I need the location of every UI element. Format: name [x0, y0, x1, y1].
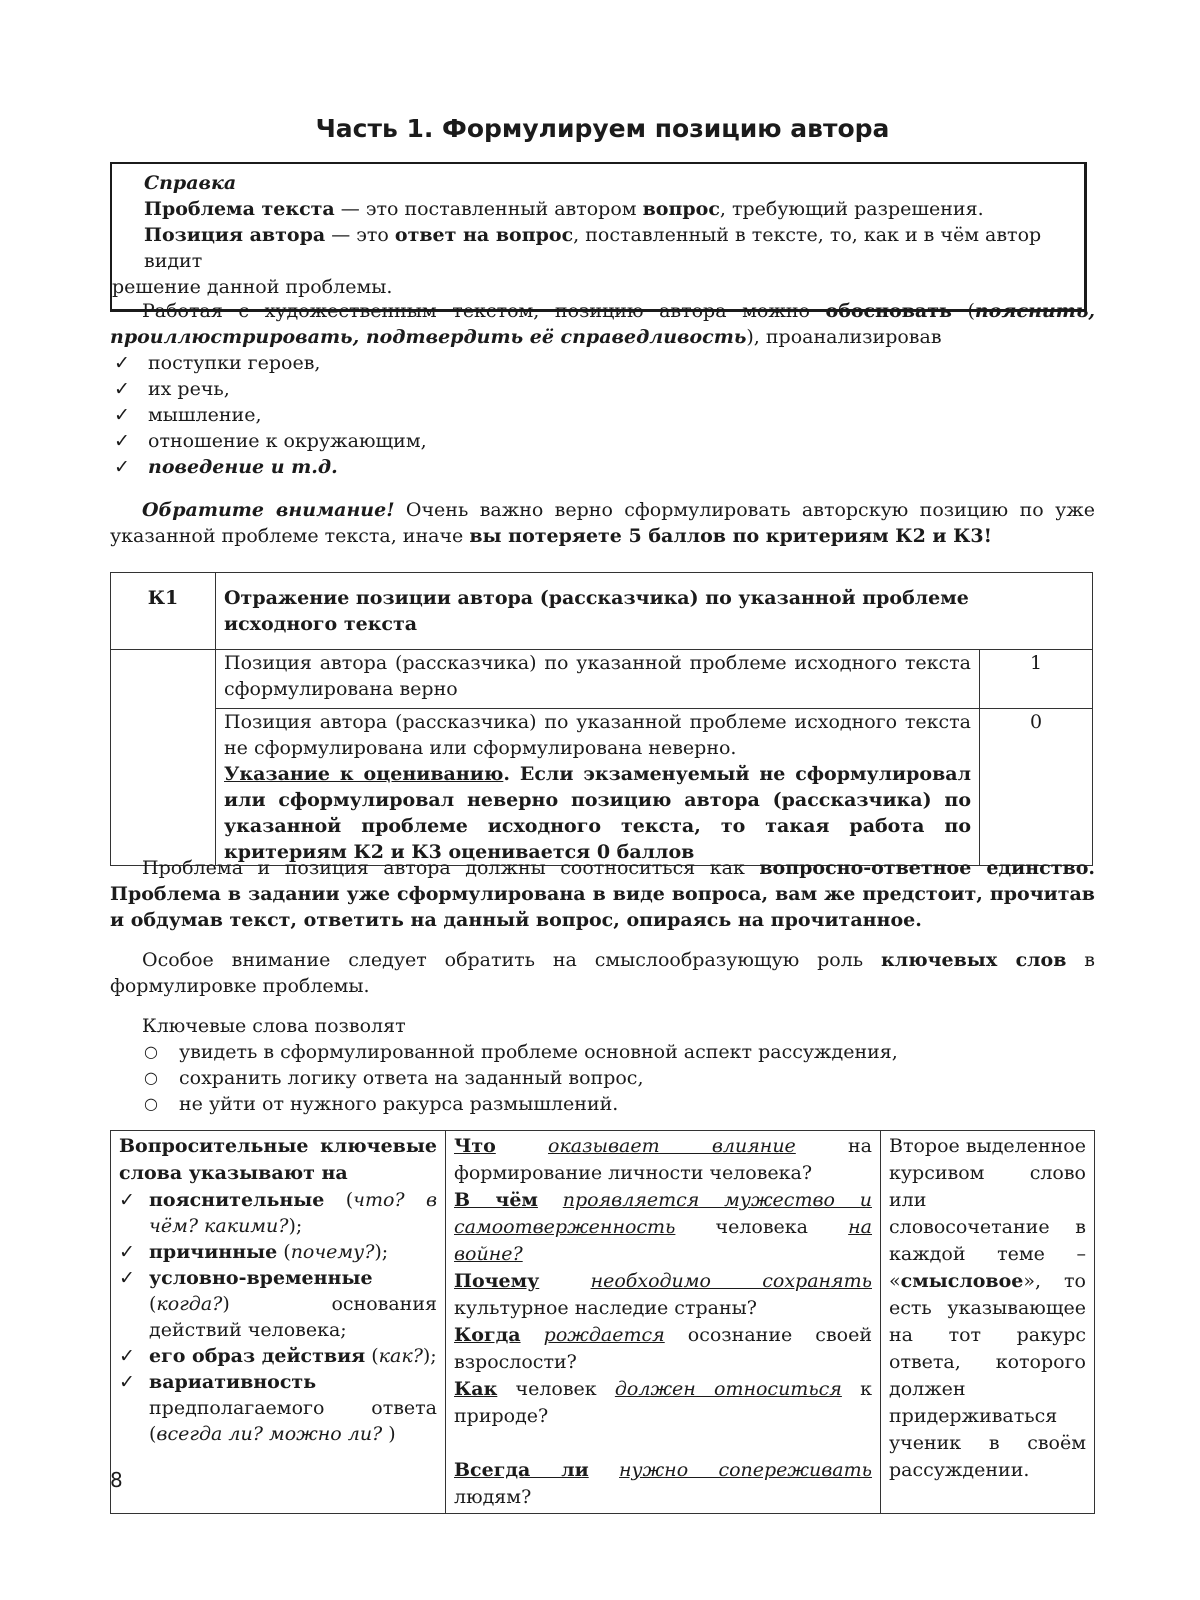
para2-text: Особое внимание следует обратить на смыслообразующую роль — [142, 949, 881, 971]
criteria-note-label: Указание к оцениванию — [224, 763, 504, 785]
criteria-row1-text: Позиция автора (рассказчика) по указанной проблеме исходного текста сформулирована верно — [216, 650, 980, 709]
question-rest: на формирование личности человека? — [454, 1135, 872, 1184]
criteria-row2-text: Позиция автора (рассказчика) по указанной проблеме исходного текста не сформулирована или сформулирована неверно. — [224, 711, 971, 759]
position-text-cont: решение данной проблемы. — [112, 276, 393, 298]
keywords-block — [110, 1013, 1095, 1117]
question-mid — [539, 1270, 590, 1292]
list-item — [110, 454, 1095, 480]
attention-text: Очень важно верно сформулировать авторскую позицию по уже указанной проблеме текста, иначе — [110, 499, 1095, 547]
kw-italic: что? в чём? какими? — [149, 1189, 437, 1237]
col3-text: Второе выделенное курсивом слово или словосочетание в каждой теме – « — [889, 1135, 1086, 1292]
check-icon: ✓ — [119, 1371, 135, 1393]
list-item — [110, 1091, 1095, 1117]
question-emphasis: оказывает влияние — [548, 1135, 796, 1157]
problem-text-end: , требующий разрешения. — [719, 198, 984, 220]
list-item-text: сохранить логику ответа на заданный вопрос, — [179, 1067, 644, 1089]
intro-bold: обосновать — [825, 300, 952, 322]
question-mid: человек — [497, 1378, 615, 1400]
kw-rest: ( — [149, 1293, 157, 1315]
question-keyword: Как — [454, 1378, 498, 1400]
intro-italic: пояснить, проиллюстрировать, подтвердить её справедливость — [110, 300, 1096, 348]
problem-text: — это поставленный автором — [334, 198, 643, 220]
page-title: Часть 1. Формулируем позицию автора — [315, 114, 890, 143]
kw-end: ) основания действий человека; — [149, 1293, 437, 1341]
check-icon: ✓ — [114, 456, 130, 478]
question-rest: человека — [675, 1216, 849, 1238]
page-number: 8 — [110, 1468, 123, 1492]
list-item — [119, 1265, 437, 1343]
question-line — [454, 1133, 872, 1187]
intro-paragraph — [110, 298, 1095, 350]
attention-block — [110, 497, 1095, 549]
position-text-end: , поставленный в тексте, то, как и в чём автор видит — [144, 224, 1042, 272]
question-emphasis: нужно сопереживать — [619, 1459, 873, 1481]
list-item — [110, 428, 1095, 454]
col3-bold: смысловое — [900, 1270, 1024, 1292]
para1-block — [110, 855, 1095, 933]
para1-bold: вопросно-ответное единство. Проблема в задании уже сформулирована в виде вопроса, вам же предстоит, прочитав и обдумав текст, ответить на данный вопрос, опираясь на прочитанное. — [110, 857, 1095, 931]
question-keyword: В чём — [454, 1189, 538, 1211]
kw-italic: когда? — [156, 1293, 223, 1315]
kw-end: ); — [374, 1241, 389, 1263]
attention-paragraph — [110, 497, 1095, 549]
reference-heading: Справка — [144, 172, 237, 194]
problem-term: Проблема текста — [144, 198, 335, 220]
reference-box — [110, 162, 1087, 312]
question-rest: осознание своей взрослости? — [454, 1324, 872, 1373]
keywords-table — [110, 1130, 1095, 1514]
table-row — [111, 650, 1093, 709]
criteria-row2 — [216, 709, 980, 866]
position-term: Позиция автора — [144, 224, 326, 246]
para1-text: Проблема и позиция автора должны соотноситься как — [142, 857, 760, 879]
para2-end: в формулировке проблемы. — [110, 949, 1095, 997]
position-bold: ответ на вопрос — [394, 224, 574, 246]
list-item — [110, 376, 1095, 402]
question-line — [454, 1457, 872, 1511]
list-item — [119, 1343, 437, 1369]
criteria-row1-points: 1 — [980, 650, 1093, 709]
criteria-note: . Если экзаменуемый не сформулировал или сформулировал неверно позицию автора (рассказчика) по указанной проблеме исходного текста, то такая работа по критериям К2 и К3 оценивается 0 баллов — [224, 763, 971, 863]
circle-list — [110, 1039, 1095, 1117]
attention-bold: вы потеряете 5 баллов по критериям К2 и К3! — [469, 525, 992, 547]
keywords-col2 — [446, 1131, 881, 1514]
question-emphasis: на войне? — [454, 1216, 872, 1265]
kw-end: ); — [288, 1215, 303, 1237]
kw-rest: предполагаемого ответа ( — [149, 1397, 437, 1445]
question-rest: культурное наследие страны? — [454, 1297, 757, 1319]
circle-bullet-icon: ○ — [144, 1042, 158, 1061]
kw-bold: вариативность — [149, 1371, 317, 1393]
kw-rest: ( — [365, 1345, 379, 1367]
question-line — [454, 1376, 872, 1430]
question-line — [454, 1322, 872, 1376]
table-row — [111, 709, 1093, 866]
list-item — [110, 1039, 1095, 1065]
para1 — [110, 855, 1095, 933]
list-item-text: мышление, — [148, 404, 262, 426]
keywords-col3 — [881, 1131, 1095, 1514]
kw-end: ) — [382, 1423, 396, 1445]
kw-italic: всегда ли? можно ли? — [156, 1423, 383, 1445]
check-icon: ✓ — [114, 352, 130, 374]
keywords-intro: Ключевые слова позволят — [142, 1015, 406, 1037]
question-line — [454, 1268, 872, 1322]
col1-list — [119, 1187, 437, 1447]
criteria-header: Отражение позиции автора (рассказчика) по указанной проблеме исходного текста — [216, 573, 1093, 650]
list-item-text: не уйти от нужного ракурса размышлений. — [179, 1093, 619, 1115]
kw-bold: его образ действия — [149, 1345, 366, 1367]
check-list — [110, 350, 1095, 480]
position-text: — это — [325, 224, 395, 246]
question-emphasis: должен относиться — [614, 1378, 842, 1400]
table-row — [111, 573, 1093, 650]
table-row — [111, 1131, 1095, 1514]
check-icon: ✓ — [114, 430, 130, 452]
criteria-empty-cell — [111, 650, 216, 866]
question-mid — [496, 1135, 548, 1157]
intro-end: ), проанализировав — [746, 326, 942, 348]
check-icon: ✓ — [119, 1345, 135, 1367]
list-item — [119, 1369, 437, 1447]
list-item-text: поступки героев, — [148, 352, 321, 374]
question-emphasis: необходимо сохранять — [590, 1270, 872, 1292]
col3-text-end: », то есть указывающее на тот ракурс ответа, которого должен придерживаться ученик в своём рассуждении. — [889, 1270, 1086, 1481]
list-item — [119, 1239, 437, 1265]
question-rest: людям? — [454, 1486, 532, 1508]
para2 — [110, 947, 1095, 999]
circle-bullet-icon: ○ — [144, 1068, 158, 1087]
question-keyword: Что — [454, 1135, 496, 1157]
question-emphasis: рождается — [543, 1324, 665, 1346]
intro-block — [110, 298, 1095, 480]
question-mid — [589, 1459, 619, 1481]
kw-italic: почему? — [290, 1241, 375, 1263]
check-icon: ✓ — [119, 1241, 135, 1263]
question-line — [454, 1187, 872, 1268]
para2-bold: ключевых слов — [880, 949, 1067, 971]
para2-block — [110, 947, 1095, 999]
list-item — [110, 1065, 1095, 1091]
question-mid — [538, 1189, 563, 1211]
attention-label: Обратите внимание! — [142, 499, 395, 521]
intro-text: Работая с художественным текстом, позицию автора можно — [142, 300, 826, 322]
kw-bold: причинные — [149, 1241, 278, 1263]
check-icon: ✓ — [119, 1267, 135, 1289]
check-icon: ✓ — [119, 1189, 135, 1211]
question-rest: к природе? — [454, 1378, 872, 1427]
kw-bold: пояснительные — [149, 1189, 325, 1211]
list-item-text: отношение к окружающим, — [148, 430, 427, 452]
question-keyword: Всегда ли — [454, 1459, 589, 1481]
check-icon: ✓ — [114, 404, 130, 426]
criteria-row2-points: 0 — [980, 709, 1093, 866]
list-item — [110, 350, 1095, 376]
question-emphasis: проявляется мужество и самоотверженность — [454, 1189, 872, 1238]
list-item — [119, 1187, 437, 1239]
list-item-text: поведение и т.д. — [148, 456, 338, 478]
question-keyword: Когда — [454, 1324, 521, 1346]
intro-paren: ( — [951, 300, 975, 322]
kw-bold: условно-временные — [149, 1267, 373, 1289]
kw-rest: ( — [324, 1189, 354, 1211]
col1-heading: Вопросительные ключевые слова указывают на — [119, 1135, 437, 1184]
question-keyword: Почему — [454, 1270, 540, 1292]
check-icon: ✓ — [114, 378, 130, 400]
list-item-text: их речь, — [148, 378, 230, 400]
list-item-text: увидеть в сформулированной проблеме основной аспект рассуждения, — [179, 1041, 898, 1063]
circle-bullet-icon: ○ — [144, 1094, 158, 1113]
question-mid — [521, 1324, 544, 1346]
criteria-code: К1 — [111, 573, 216, 650]
kw-end: ); — [422, 1345, 437, 1367]
criteria-table — [110, 572, 1093, 866]
keywords-col1 — [111, 1131, 446, 1514]
list-item — [110, 402, 1095, 428]
problem-bold: вопрос — [642, 198, 720, 220]
kw-italic: как? — [378, 1345, 423, 1367]
kw-rest: ( — [277, 1241, 291, 1263]
